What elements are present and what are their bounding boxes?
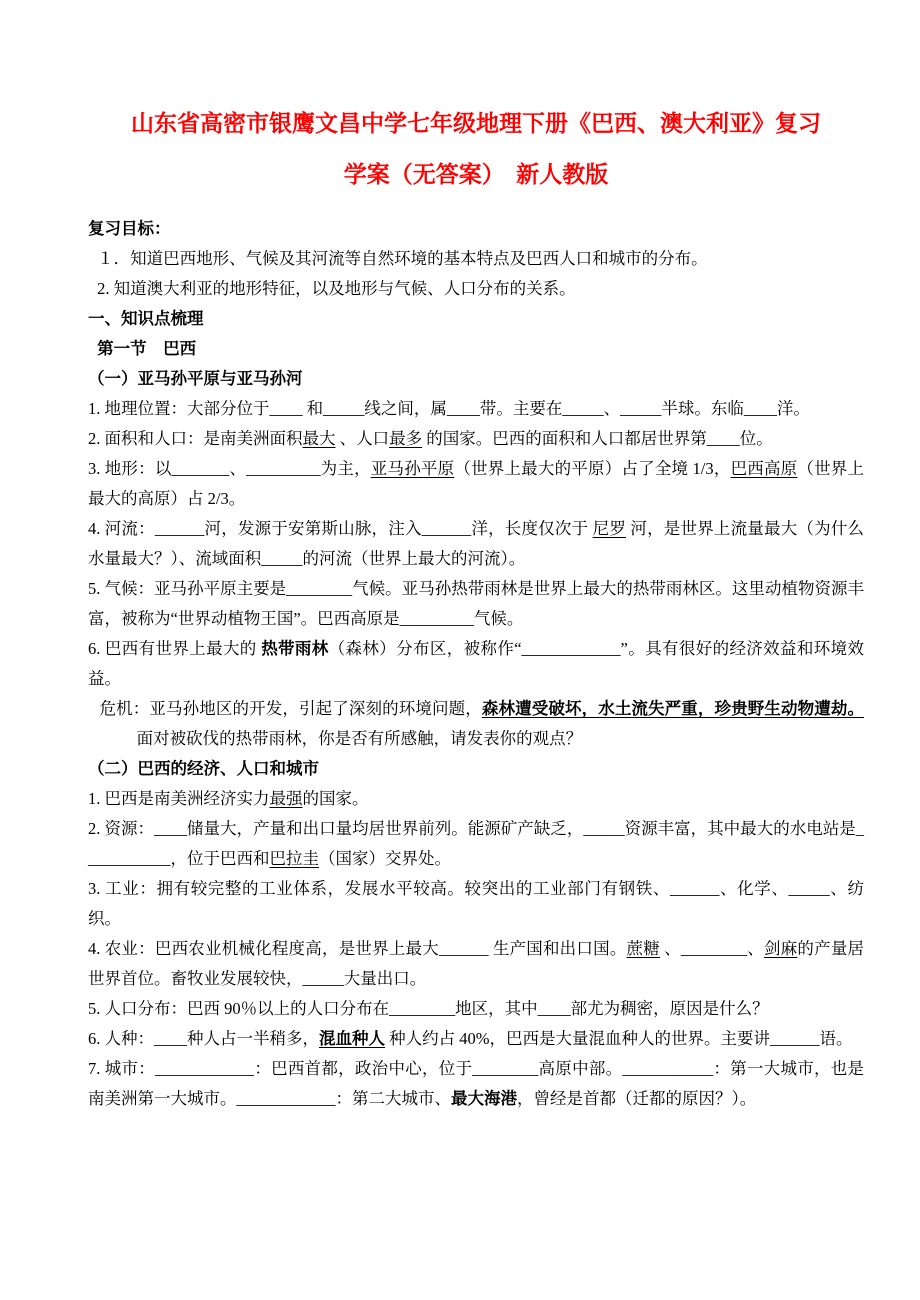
emphasis-text: 巴拉圭: [269, 848, 319, 868]
paragraph-3: [88, 274, 864, 304]
paragraph-4: [88, 304, 864, 334]
text-run: 的国家。: [302, 788, 369, 808]
text-run: 河，是世界上流量最大（为什么水量最大？）、流域面积_____的河流（世界上最大的河流）。: [88, 518, 865, 568]
emphasis-text: 蔗糖: [626, 938, 660, 958]
text-run: 7. 城市：____________：巴西首都，政治中心，位于________高原中部。___________：第一大城市，也是南美洲第一大城市。____________：第二大城市、: [88, 1059, 864, 1109]
text-run: （森林）分布区，被称作“____________”。具有很好的经济效益和环境效益。: [88, 638, 865, 688]
text-run: 、人口: [335, 428, 390, 448]
text-run: 面对被砍伐的热带雨林，你是否有所感触，请发表你的观点？: [136, 728, 583, 748]
paragraph-17: [88, 874, 864, 934]
text-run: 、________、: [659, 938, 764, 958]
text-run: 1. 地理位置：大部分位于____ 和_____线之间，属____带。主要在_____、_____半球。东临____洋。: [88, 398, 810, 418]
emphasis-text: 巴西高原: [730, 458, 798, 478]
emphasis-text: 森林遭受破坏，水土流失严重，珍贵野生动物遭劫。: [481, 698, 865, 718]
text-run: 危机：亚马孙地区的开发，引起了深刻的环境问题，: [99, 698, 482, 718]
paragraph-6: [88, 364, 864, 394]
text-run: 第一节 巴西: [97, 338, 197, 358]
document-body: [88, 214, 864, 1114]
text-run: 4. 河流：______河，发源于安第斯山脉，注入______洋，长度仅次于: [88, 518, 593, 538]
text-run: 5. 气候：亚马孙平原主要是________气候。亚马孙热带雨林是世界上最大的热带雨林区。这里动植物资源丰富，被称为“世界动植物王国”。巴西高原是_________气候。: [88, 578, 864, 628]
text-run: 种人约占 40%，巴西是大量混血种人的世界。主要讲______语。: [385, 1029, 853, 1049]
paragraph-11: [88, 574, 864, 634]
text-run: 2. 面积和人口：是南美洲面积: [88, 428, 303, 448]
paragraph-5: [88, 334, 864, 364]
paragraph-16: [88, 814, 864, 874]
paragraph-7: [88, 394, 864, 424]
text-run: 复习目标：: [88, 218, 171, 238]
text-run: 的国家。巴西的面积和人口都居世界第____位。: [422, 428, 773, 448]
paragraph-14: [88, 754, 864, 784]
text-run: （一）亚马孙平原与亚马孙河: [88, 368, 303, 388]
text-run: 1. 巴西是南美洲经济实力: [88, 788, 270, 808]
emphasis-text: 亚马孙平原: [370, 458, 455, 478]
emphasis-text: 最大: [302, 428, 336, 448]
text-run: 3. 地形：以_______、_________为主，: [88, 458, 371, 478]
document-title-line-2: 学案（无答案） 新人教版: [343, 161, 609, 187]
paragraph-19: [88, 994, 864, 1024]
text-run: １．知道巴西地形、气候及其河流等自然环境的基本特点及巴西人口和城市的分布。: [97, 248, 708, 268]
text-run: 6. 人种：____种人占一半稍多，: [88, 1029, 319, 1049]
emphasis-text: 剑麻: [763, 938, 798, 958]
text-run: （国家）交界处。: [319, 848, 451, 868]
emphasis-text: 热带雨林: [261, 638, 329, 658]
emphasis-text: 混血种人: [319, 1029, 385, 1049]
text-run: 6. 巴西有世界上最大的: [88, 638, 262, 658]
emphasis-text: 最多: [389, 428, 423, 448]
text-run: 3. 工业：拥有较完整的工业体系，发展水平较高。较突出的工业部门有钢铁、______、化学、_____、纺织。: [88, 878, 864, 928]
paragraph-21: [88, 1054, 864, 1114]
paragraph-10: [88, 514, 864, 574]
emphasis-text: 最强: [269, 788, 303, 808]
document-title: [88, 106, 864, 194]
document-title-line-1: 山东省高密市银鹰文昌中学七年级地理下册《巴西、澳大利亚》复习: [131, 111, 821, 136]
text-run: 一、知识点梳理: [88, 308, 204, 328]
paragraph-2: [88, 244, 864, 274]
text-run: （世界上最大的平原）占了全境 1/3，: [454, 458, 731, 478]
text-run: 的产量居世界首位。畜牧业发展较快，_____大量出口。: [88, 938, 865, 988]
emphasis-text: 最大海港: [451, 1089, 517, 1109]
paragraph-15: [88, 784, 864, 814]
emphasis-text: 尼罗: [592, 518, 627, 538]
paragraph-9: [88, 454, 864, 514]
text-run: 2. 资源：____储量大，产量和出口量均居世界前列。能源矿产缺乏，_____资源丰富，其中最大的水电站是___________，位于巴西和: [88, 818, 864, 868]
paragraph-18: [88, 934, 864, 994]
paragraph-20: [88, 1024, 864, 1054]
paragraph-12: [88, 634, 864, 694]
text-run: 4. 农业：巴西农业机械化程度高，是世界上最大______ 生产国和出口国。: [88, 938, 627, 958]
text-run: ，曾经是首都（迁都的原因？）。: [517, 1089, 757, 1109]
paragraph-13: [88, 694, 864, 754]
paragraph-1: [88, 214, 864, 244]
text-run: （世界上最大的高原）占 2/3。: [88, 458, 865, 508]
text-run: 5. 人口分布：巴西 90％以上的人口分布在________地区，其中____部尤为稠密，原因是什么？: [88, 999, 769, 1018]
paragraph-8: [88, 424, 864, 454]
text-run: （二）巴西的经济、人口和城市: [88, 758, 319, 778]
text-run: 2. 知道澳大利亚的地形特征，以及地形与气候、人口分布的关系。: [97, 278, 576, 298]
